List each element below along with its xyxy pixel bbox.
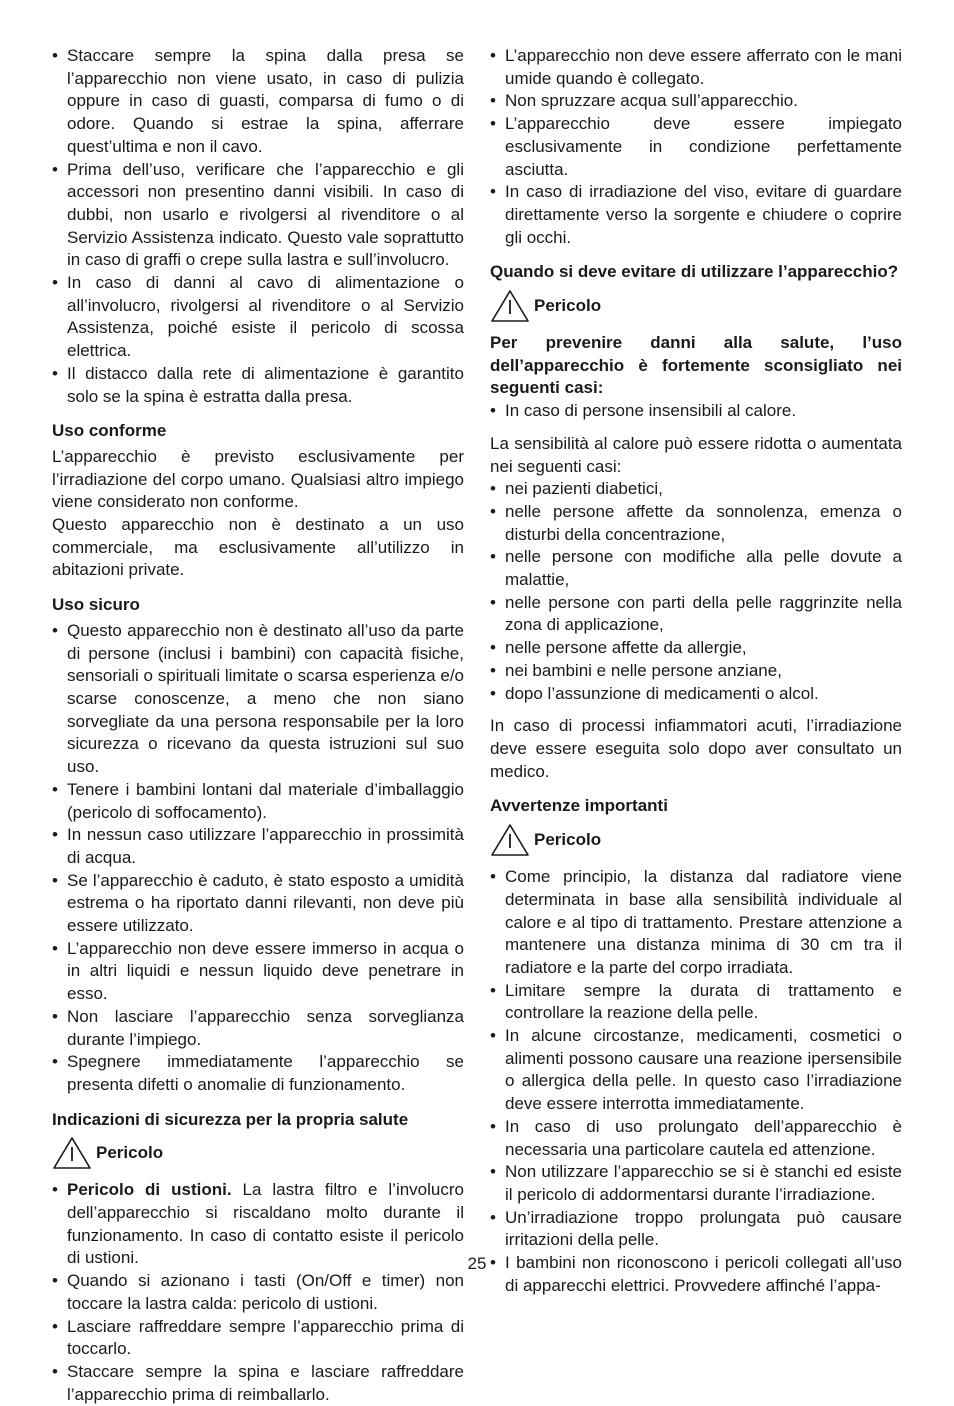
paragraph: Questo apparecchio non è destinato a un uso commerciale, ma esclusivamente all’utilizzo in abitazioni private. — [52, 515, 464, 580]
heading-uso-conforme: Uso conforme — [52, 421, 167, 441]
list-item: • In nessun caso utilizzare l’apparecchio in prossimità di acqua. — [52, 824, 464, 869]
paragraph: L’apparecchio è previsto esclusivamente per l’irradiazione del corpo umano. Qualsiasi altro impiego viene considerato non conforme. — [52, 446, 464, 512]
list-item: • nelle persone affette da allergie, — [490, 637, 902, 660]
list-item: • Prima dell’uso, verificare che l’apparecchio e gli accessori non presentino danni visibili. In caso di dubbi, non usarlo e rivolgersi al rivenditore o al Servizio Assistenza indicato. Questo vale soprattutto in caso di graffi o crepe sulla lastra e sull’involucro. — [52, 159, 464, 273]
paragraph-bold: Per prevenire danni alla salute, l’uso dell’apparecchio è fortemente sconsigliato nei seguenti casi: — [490, 333, 902, 398]
list-item: • Questo apparecchio non è destinato all’uso da parte di persone (inclusi i bambini) con capacità fisiche, sensoriali o spirituali limitate o scarsa esperienza e/o scarse conoscenze, a meno che non siano sorvegliate da una persona responsabile per la loro sicurezza o ricevano da questa istruzioni sul suo uso. — [52, 620, 464, 779]
list-item: • Se l’apparecchio è caduto, è stato esposto a umidità estrema o ha riportato danni rilevanti, non deve più essere utilizzato. — [52, 870, 464, 938]
list-item: • Tenere i bambini lontani dal materiale d’imballaggio (pericolo di soffocamento). — [52, 779, 464, 824]
list-item: • Il distacco dalla rete di alimentazione è garantito solo se la spina è estratta dalla presa. — [52, 363, 464, 408]
list-item: • Staccare sempre la spina e lasciare raffreddare l’apparecchio prima di reimballarlo. — [52, 1361, 464, 1406]
page-number: 25 — [467, 1254, 487, 1273]
list-item: • Non utilizzare l’apparecchio se si è stanchi ed esiste il pericolo di addormentarsi durante l’irradiazione. — [490, 1161, 902, 1206]
list-item: • L’apparecchio non deve essere afferrato con le mani umide quando è collegato. — [490, 45, 902, 90]
right-column — [490, 45, 902, 1297]
danger-warning — [490, 288, 902, 324]
list-item: • In caso di danni al cavo di alimentazione o all’involucro, rivolgersi al rivenditore o al Servizio Assistenza, poiché esiste il pericolo di scossa elettrica. — [52, 272, 464, 363]
list-item: • Come principio, la distanza dal radiatore viene determinata in base alla sensibilità individuale al calore e al tipo di trattamento. Prestare attenzione a mantenere una distanza minima di 30 cm tra il radiatore e la parte del corpo irradiata. — [490, 866, 902, 980]
list-item: • Un’irradiazione troppo prolungata può causare irritazioni della pelle. — [490, 1207, 902, 1252]
salute-list — [52, 1179, 464, 1406]
list-item: • nelle persone con parti della pelle raggrinzite nella zona di applicazione, — [490, 592, 902, 637]
list-item: • Lasciare raffreddare sempre l’apparecchio prima di toccarlo. — [52, 1316, 464, 1361]
list-item: • L’apparecchio deve essere impiegato esclusivamente in condizione perfettamente asciutta. — [490, 113, 902, 181]
danger-label: Pericolo — [534, 295, 602, 315]
list-item: • Non lasciare l’apparecchio senza sorveglianza durante l’impiego. — [52, 1006, 464, 1051]
warning-triangle-icon — [52, 1136, 92, 1170]
heading-salute: Indicazioni di sicurezza per la propria salute — [52, 1109, 409, 1129]
danger-label: Pericolo — [534, 829, 602, 849]
list-item: • Quando si azionano i tasti (On/Off e timer) non toccare la lastra calda: pericolo di ustioni. — [52, 1270, 464, 1315]
list-item: • Non spruzzare acqua sull’apparecchio. — [490, 90, 902, 113]
list-item: • nelle persone con modifiche alla pelle dovute a malattie, — [490, 546, 902, 591]
heading-evitare: Quando si deve evitare di utilizzare l’apparecchio? — [490, 262, 899, 282]
danger-warning — [490, 822, 902, 858]
list-item: • Staccare sempre la spina dalla presa se l’apparecchio non viene usato, in caso di pulizia oppure in caso di guasti, comparsa di fumo o di odore. Quando si estrae la spina, afferrare quest’ultima e non il cavo. — [52, 45, 464, 159]
list-item: • nei bambini e nelle persone anziane, — [490, 660, 902, 683]
list-item: • nelle persone affette da sonnolenza, emenza o disturbi della concentrazione, — [490, 501, 902, 546]
danger-warning — [52, 1135, 464, 1171]
evitare-list — [490, 400, 902, 423]
warning-triangle-icon — [490, 289, 530, 323]
burn-danger-text: La lastra filtro e l’involucro dell’apparecchio si riscaldano molto durante il funzionamento. In caso di contatto esiste il pericolo di ustioni. — [67, 1180, 464, 1268]
heading-avvertenze: Avvertenze importanti — [490, 796, 668, 816]
heading-uso-sicuro: Uso sicuro — [52, 595, 140, 615]
list-item: • Limitare sempre la durata di trattamento e controllare la reazione della pelle. — [490, 980, 902, 1025]
list-item: • Spegnere immediatamente l’apparecchio se presenta difetti o anomalie di funzionamento. — [52, 1051, 464, 1096]
safety-list-top-left — [52, 45, 464, 408]
warning-triangle-icon — [490, 823, 530, 857]
avvertenze-list — [490, 866, 902, 1297]
paragraph: In caso di processi infiammatori acuti, l’irradiazione deve essere eseguita solo dopo aver consultato un medico. — [490, 716, 902, 781]
left-column — [52, 45, 464, 1406]
sensibilita-list — [490, 478, 902, 705]
list-item: • In caso di irradiazione del viso, evitare di guardare direttamente verso la sorgente e chiudere o coprire gli occhi. — [490, 181, 902, 249]
list-item: • L’apparecchio non deve essere immerso in acqua o in altri liquidi e nessun liquido deve penetrare in esso. — [52, 938, 464, 1006]
list-item: • dopo l’assunzione di medicamenti o alcol. — [490, 683, 902, 706]
list-item: • In alcune circostanze, medicamenti, cosmetici o alimenti possono causare una reazione ipersensibile o allergica della pelle. In questo caso l’irradiazione deve essere interrotta immediatamente. — [490, 1025, 902, 1116]
list-item: • In caso di uso prolungato dell’apparecchio è necessaria una particolare cautela ed attenzione. — [490, 1116, 902, 1161]
safety-list-top-right — [490, 45, 902, 249]
list-item: • In caso di persone insensibili al calore. — [490, 400, 902, 423]
list-item: • I bambini non riconoscono i pericoli collegati all’uso di apparecchi elettrici. Provvedere affinché l’appa- — [490, 1252, 902, 1297]
uso-sicuro-list — [52, 620, 464, 1097]
burn-danger-label: Pericolo di ustioni. — [67, 1180, 232, 1200]
list-item: • nei pazienti diabetici, — [490, 478, 902, 501]
danger-label: Pericolo — [96, 1142, 164, 1162]
paragraph: La sensibilità al calore può essere ridotta o aumentata nei seguenti casi: — [490, 433, 902, 476]
